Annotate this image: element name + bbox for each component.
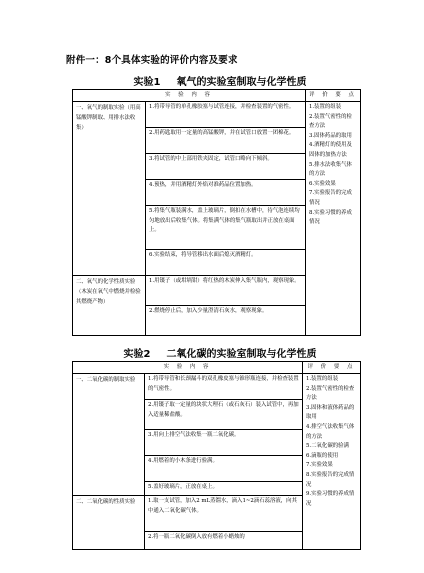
experiment2-point: 1.装置的组装 — [306, 376, 339, 382]
experiment1-point: 5.排水法收集气体的方法 — [309, 161, 352, 178]
experiment2-section1-step4: 4.用燃着的小木条进行验满。 — [145, 456, 303, 482]
experiment1-name: 氧气的实验室制取与化学性质 — [176, 77, 307, 88]
experiment2-section1-step3: 3.用向上排空气法收集一瓶二氧化碳。 — [145, 430, 303, 456]
experiment2-number: 实验2 — [123, 349, 151, 360]
experiment1-point: 1.装置的组装 — [309, 104, 342, 110]
experiment2-table — [72, 361, 361, 550]
experiment2-point: 3.固体和液体药品的取用 — [306, 404, 355, 421]
experiment1-point: 4.酒精灯的使用及固体的加热方法 — [309, 142, 352, 158]
experiment1-point: 7.实验报告的完成情况 — [309, 190, 352, 206]
experiment1-point: 8.实验习惯的养成情况 — [309, 209, 352, 226]
experiment2-header-points: 评 价 要 点 — [303, 362, 361, 374]
experiment1-section1-step1: 1.将带导管的单孔橡胶塞与试管连接，并检查装置的气密性。 — [146, 102, 306, 128]
experiment1-section2-label: 二、氧气的化学性质实验（木炭在氧气中燃烧并检验其燃烧产物） — [73, 276, 146, 336]
experiment2-point: 9.实验习惯的养成情况 — [306, 491, 355, 507]
experiment2-point: 7.实验效果 — [306, 462, 333, 469]
experiment1-section1-step2: 2.用药匙取用一定量的高锰酸钾，并在试管口放置一团棉花。 — [146, 128, 306, 154]
experiment1-section1-step5: 5.将集气瓶装满水，盖上玻璃片，倒扣在水槽中，待气泡连续均匀地放出后收集气体。将集满气体的集气瓶取出并正放在桌面上。 — [146, 206, 306, 250]
experiment1-number: 实验1 — [133, 77, 161, 88]
experiment2-point: 4.排空气法收集气体的方法 — [306, 423, 355, 440]
experiment1-header-points: 评 价 要 点 — [306, 90, 361, 102]
experiment1-point: 2.装置气密性的检查方法 — [309, 113, 352, 130]
experiment1-section1-step4: 4.预热，并用酒精灯外焰对准药品位置加热。 — [146, 180, 306, 206]
experiment2-point: 6.滴瓶的使用 — [306, 452, 339, 459]
experiment2-section1-step5: 5.盖好玻璃片，正放在桌上。 — [145, 482, 303, 496]
experiment2-header-content: 实 验 内 容 — [73, 362, 303, 374]
experiment2-point: 2.装置气密性的检查方法 — [306, 385, 355, 402]
experiment1-point: 3.固体药品的取用 — [309, 132, 352, 139]
experiment1-section2-step1: 1.用镊子（或坩埚钳）将红热的木炭伸入集气瓶内，观察现象。 — [146, 276, 306, 306]
experiment1-title — [72, 73, 368, 88]
experiment2-title — [72, 345, 368, 360]
experiment1-section2-step2: 2.燃烧停止后，加入少量澄清石灰水，观察现象。 — [146, 306, 306, 336]
experiment1-point: 6.实验效果 — [309, 180, 336, 187]
experiment1-section1-label: 一、氧气的制取实验（用高锰酸钾制取、用排水法收集） — [73, 102, 146, 276]
experiment1-points — [306, 102, 361, 336]
experiment2-section1-step1: 1.将带导管和长颈漏斗的双孔橡皮塞与锥形瓶连接，并检查装置的气密性。 — [145, 374, 303, 400]
experiment2-point: 8.实验报告的完成情况 — [306, 471, 355, 488]
experiment1-section1-step3: 3.将试管的中上部用铁夹固定，试管口略向下倾斜。 — [146, 154, 306, 180]
experiment2-section2-step1: 1.取一支试管，加入2 mL蒸馏水，滴入1~2滴石蕊溶液，向其中通入二氧化碳气体。 — [145, 496, 303, 532]
document-title: 附件一：8个具体实验的评价内容及要求 — [66, 55, 238, 66]
experiment2-section2-step2: 2.将一瓶二氧化碳倒入放有燃着小蜡烛的 — [145, 532, 303, 550]
experiment2-section1-step2: 2.用镊子取一定量的块状大理石（或石灰石）装入试管中，再加入适量稀盐酸。 — [145, 400, 303, 430]
experiment2-section2-label: 二、二氧化碳的性质实验 — [73, 496, 145, 550]
experiment1-section1-step6: 6.实验结束，将导管移出水面后熄灭酒精灯。 — [146, 250, 306, 276]
experiment2-name: 二氧化碳的实验室制取与化学性质 — [166, 349, 317, 360]
experiment2-points — [303, 374, 361, 550]
experiment1-header-content: 实 验 内 容 — [73, 90, 306, 102]
experiment1-table — [72, 89, 361, 336]
experiment2-section1-label: 一、二氧化碳的制取实验 — [73, 374, 145, 496]
experiment2-point: 5.二氧化碳的验满 — [306, 443, 349, 450]
